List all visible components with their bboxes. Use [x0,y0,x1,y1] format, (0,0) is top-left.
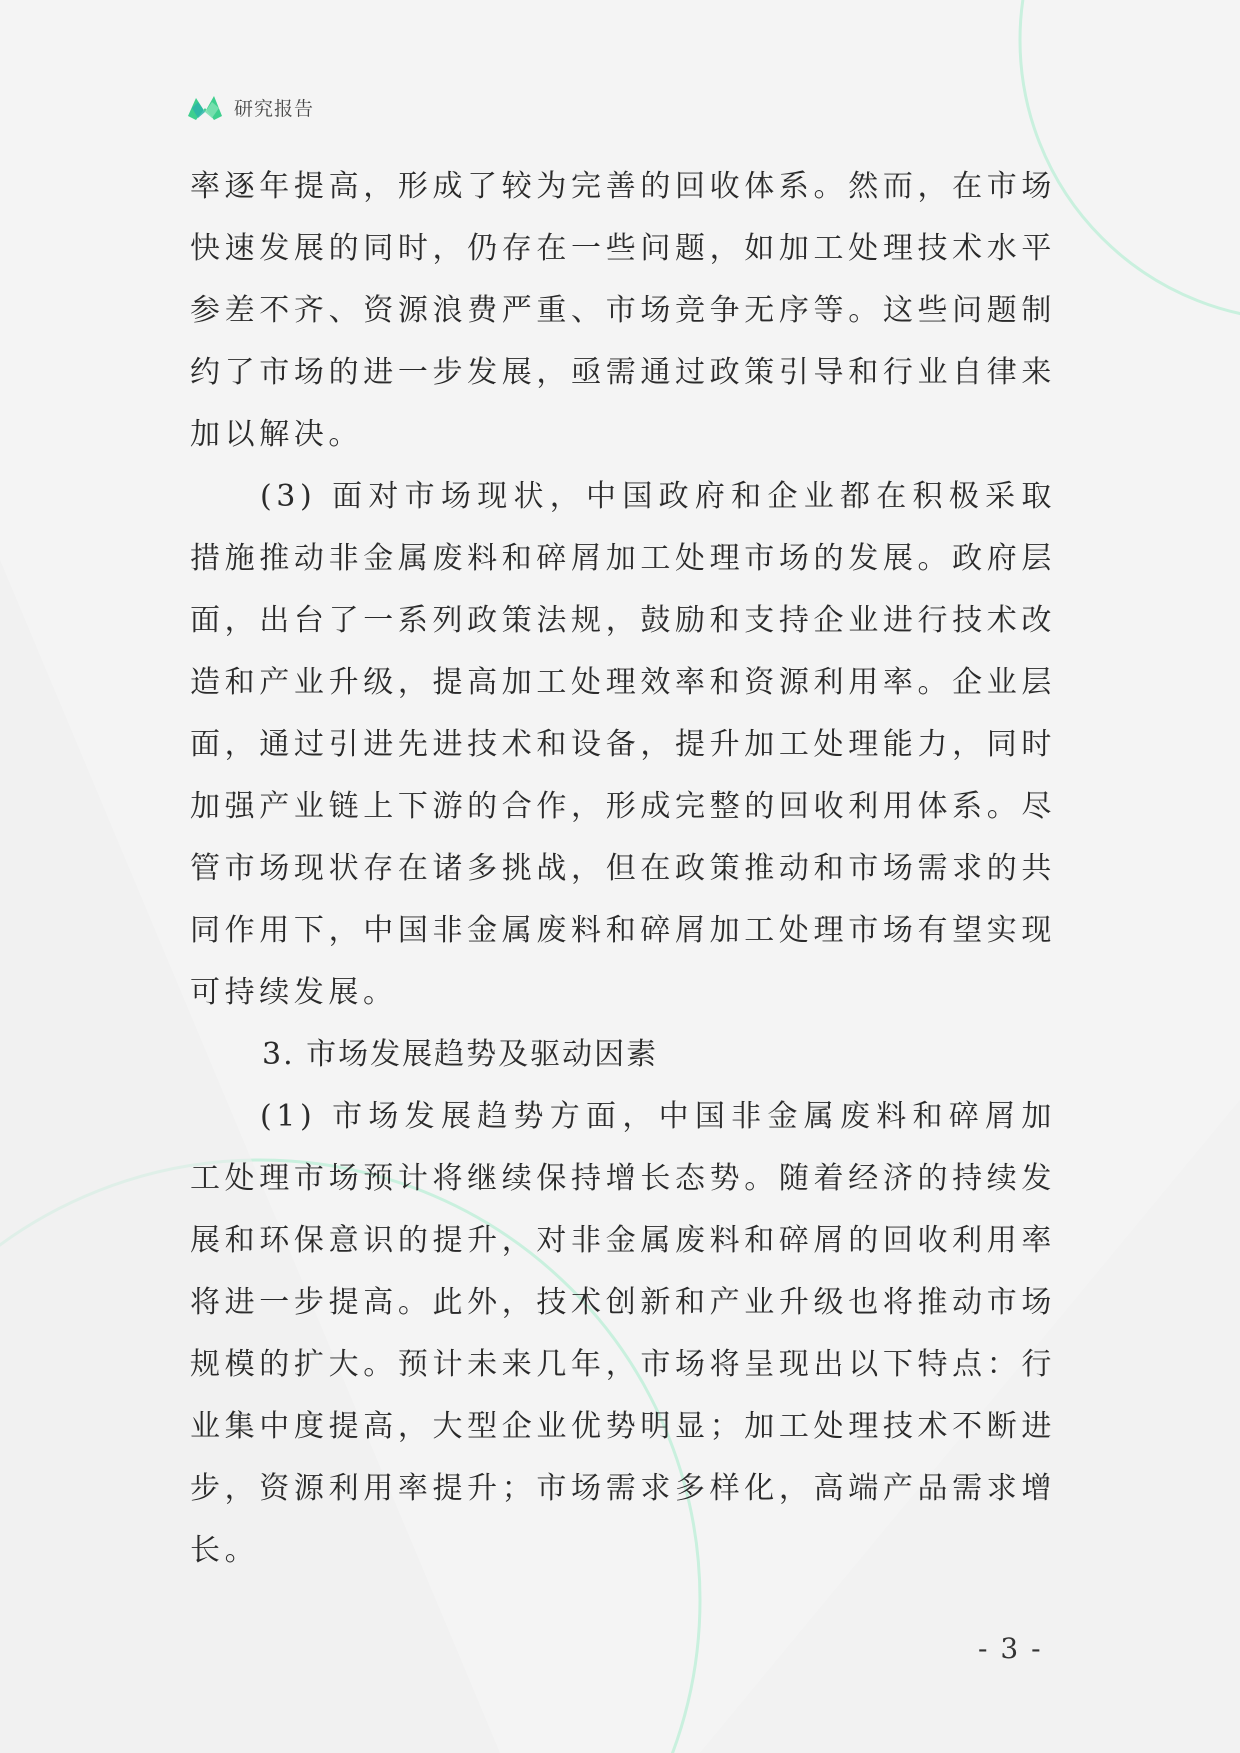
body-text [190,156,1056,1582]
paragraph-item-3: (3) 面对市场现状，中国政府和企业都在积极采取措施推动非金属废料和碎屑加工处理市场的发展。政府层面，出台了一系列政策法规，鼓励和支持企业进行技术改造和产业升级，提高加工处理效率和资源利用率。企业层面，通过引进先进技术和设备，提升加工处理能力，同时加强产业链上下游的合作，形成完整的回收利用体系。尽管市场现状存在诸多挑战，但在政策推动和市场需求的共同作用下，中国非金属废料和碎屑加工处理市场有望实现可持续发展。 [190,479,1056,1010]
paragraph-item-1: (1) 市场发展趋势方面，中国非金属废料和碎屑加工处理市场预计将继续保持增长态势。随着经济的持续发展和环保意识的提升，对非金属废料和碎屑的回收利用率将进一步提高。此外，技术创新和产业升级也将推动市场规模的扩大。预计未来几年，市场将呈现出以下特点：行业集中度提高，大型企业优势明显；加工处理技术不断进步，资源利用率提升；市场需求多样化，高端产品需求增长。 [190,1099,1056,1568]
header-title: 研究报告 [234,97,315,120]
paragraph-continuation: 率逐年提高，形成了较为完善的回收体系。然而，在市场快速发展的同时，仍存在一些问题，如加工处理技术水平参差不齐、资源浪费严重、市场竞争无序等。这些问题制约了市场的进一步发展，亟需通过政策引导和行业自律来加以解决。 [190,169,1056,452]
section-heading: 3. 市场发展趋势及驱动因素 [262,1037,659,1072]
brand-logo-icon [186,90,224,124]
page-number: - 3 - [978,1632,1043,1665]
report-header [186,88,314,126]
